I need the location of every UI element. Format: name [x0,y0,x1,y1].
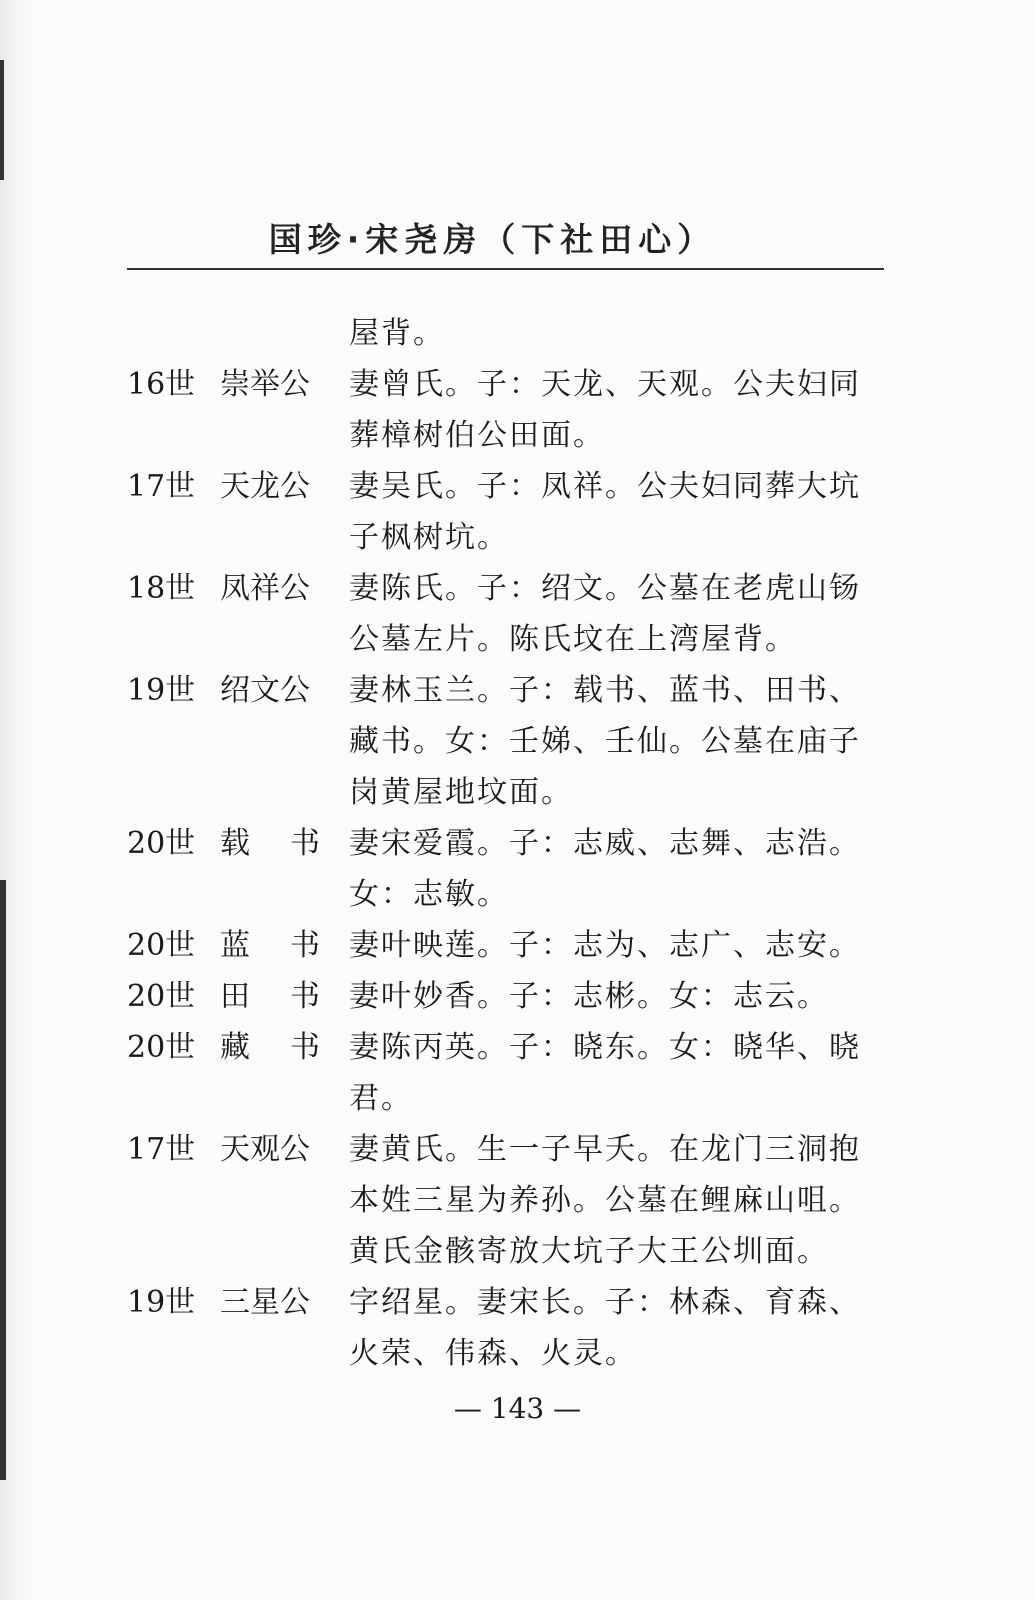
description-line: 妻陈丙英。子：晓东。女：晓华、晓 [349,1030,861,1065]
description-line: 妻宋爱霞。子：志威、志舞、志浩。 [349,826,861,861]
generation-label: 20世 [127,928,196,963]
description-line: 妻黄氏。生一子早夭。在龙门三洞抱 [349,1132,861,1167]
entry-description [349,1277,874,1379]
genealogy-entry [127,308,887,359]
person-name: 崇举公 [220,367,310,402]
generation-label: 19世 [127,1285,196,1320]
entry-description [349,971,874,1022]
description-line: 妻曾氏。子：天龙、天观。公夫妇同 [349,367,861,402]
description-line: 子枫树坑。 [349,520,509,555]
person-name: 天龙公 [220,469,310,504]
binding-shadow-lower [0,880,6,1480]
description-line: 妻叶妙香。子：志彬。女：志云。 [349,979,829,1014]
genealogy-entry [127,359,887,461]
description-line: 屋背。 [349,316,445,351]
person-name: 绍文公 [220,673,310,708]
entry-description [349,665,874,818]
description-line: 女：志敏。 [349,877,509,912]
entry-description [349,920,874,971]
running-header: 国珍·宋尧房（下社田心） [268,220,717,259]
header-divider [127,268,884,270]
description-line: 字绍星。妻宋长。子：林森、育森、 [349,1285,861,1320]
description-line: 本姓三星为养孙。公墓在鲤麻山咀。 [349,1183,861,1218]
entry-description [349,818,874,920]
description-line: 妻陈氏。子：绍文。公墓在老虎山钖 [349,571,861,606]
genealogy-entry [127,818,887,920]
person-name: 田 书 [220,979,320,1014]
entry-description [349,308,874,359]
entry-description [349,1022,874,1124]
generation-label: 20世 [127,1030,196,1065]
person-name: 藏 书 [220,1030,320,1065]
page-number: — 143 — [453,1392,582,1425]
binding-shadow [0,60,4,180]
description-line: 公墓左片。陈氏坟在上湾屋背。 [349,622,797,657]
description-line: 葬樟树伯公田面。 [349,418,605,453]
genealogy-entry [127,461,887,563]
person-name: 天观公 [220,1132,310,1167]
description-line: 黄氏金骸寄放大坑子大王公圳面。 [349,1234,829,1269]
description-line: 岗黄屋地坟面。 [349,775,573,810]
generation-label: 17世 [127,469,196,504]
person-name: 凤祥公 [220,571,310,606]
description-line: 火荣、伟森、火灵。 [349,1336,637,1371]
person-name: 蓝 书 [220,928,320,963]
generation-label: 20世 [127,826,196,861]
genealogy-entry [127,1124,887,1277]
entry-description [349,359,874,461]
generation-label: 19世 [127,673,196,708]
entry-description [349,563,874,665]
genealogy-entry [127,1277,887,1379]
genealogy-entry [127,563,887,665]
entry-description [349,461,874,563]
description-line: 妻叶映莲。子：志为、志广、志安。 [349,928,861,963]
description-line: 妻林玉兰。子：载书、蓝书、田书、 [349,673,861,708]
person-name: 三星公 [220,1285,310,1320]
genealogy-entry [127,1022,887,1124]
entry-description [349,1124,874,1277]
person-name: 载 书 [220,826,320,861]
genealogy-entry [127,971,887,1022]
generation-label: 17世 [127,1132,196,1167]
generation-label: 16世 [127,367,196,402]
description-line: 妻吴氏。子：凤祥。公夫妇同葬大坑 [349,469,861,504]
description-line: 君。 [349,1081,413,1116]
description-line: 藏书。女：壬娣、壬仙。公墓在庙子 [349,724,861,759]
genealogy-entries [127,308,887,1379]
genealogy-entry [127,920,887,971]
generation-label: 20世 [127,979,196,1014]
generation-label: 18世 [127,571,196,606]
genealogy-entry [127,665,887,818]
